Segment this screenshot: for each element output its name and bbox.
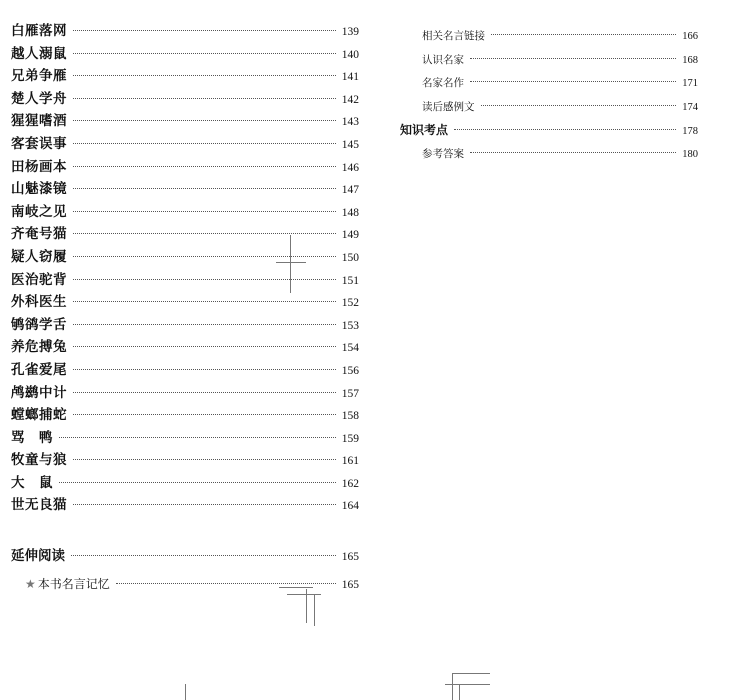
toc-subentry-page: 166 [682, 31, 698, 42]
toc-leader-dots [73, 459, 336, 460]
star-icon: ★ [25, 577, 36, 591]
toc-entry[interactable] [11, 472, 359, 495]
toc-leader-dots [73, 53, 336, 54]
toc-entry-page: 148 [341, 206, 359, 219]
crop-mark [290, 235, 291, 293]
toc-leader-dots [116, 583, 336, 584]
toc-entry-title: 山魅漆镜 [11, 181, 67, 198]
toc-subentry[interactable] [400, 49, 698, 73]
toc-section-page: 165 [341, 551, 359, 563]
toc-entry-title: 齐奄号猫 [11, 226, 67, 243]
crop-mark [185, 684, 186, 700]
toc-leader-dots [73, 166, 336, 167]
toc-entry-title: 养危搏兔 [11, 339, 67, 356]
crop-mark [459, 684, 460, 700]
toc-entry-title: 医治驼背 [11, 271, 67, 288]
toc-section-entry[interactable] [11, 542, 359, 570]
toc-entry-page: 149 [341, 229, 359, 242]
toc-leader-dots [73, 120, 336, 121]
toc-leader-dots [481, 105, 677, 106]
toc-entry-page: 152 [341, 297, 359, 310]
toc-entry-title: 孔雀爱尾 [11, 361, 67, 378]
crop-mark [306, 589, 307, 623]
toc-entry[interactable] [11, 314, 359, 337]
toc-entry-page: 141 [341, 71, 359, 84]
toc-leader-dots [73, 504, 336, 505]
toc-leader-dots [73, 369, 336, 370]
toc-leader-dots [73, 211, 336, 212]
toc-subentry-page: 180 [682, 148, 698, 160]
toc-entry-title: 猩猩嗜酒 [11, 113, 67, 130]
toc-subentry-title: 参考答案 [422, 147, 464, 160]
toc-entry-title: 田杨画本 [11, 158, 67, 175]
toc-entry-page: 151 [341, 274, 359, 287]
toc-entry[interactable] [11, 382, 359, 405]
toc-leader-dots [73, 301, 336, 302]
toc-left-column [11, 20, 359, 517]
toc-entry-page: 154 [341, 342, 359, 355]
toc-entry-page: 145 [341, 138, 359, 151]
toc-entry[interactable] [11, 359, 359, 382]
toc-leader-dots [59, 482, 336, 483]
toc-subentry-page: 174 [682, 101, 698, 113]
toc-entry-title: 楚人学舟 [11, 90, 67, 107]
toc-entry[interactable] [11, 494, 359, 517]
toc-leader-dots [470, 58, 676, 59]
toc-leader-dots [73, 414, 336, 415]
toc-entry-page: 140 [341, 48, 359, 61]
toc-entry[interactable] [11, 43, 359, 66]
toc-subentry-title: 相关名言链接 [422, 30, 485, 42]
toc-leader-dots [73, 188, 336, 189]
toc-subentry-title: 名家名作 [422, 77, 464, 89]
toc-section-entry[interactable] [400, 119, 698, 143]
toc-entry[interactable] [11, 291, 359, 314]
toc-subentry[interactable] [400, 96, 698, 120]
toc-leader-dots [71, 555, 336, 556]
toc-entry[interactable] [11, 20, 359, 43]
toc-section-title: 延伸阅读 [11, 548, 65, 564]
toc-leader-dots [73, 30, 336, 31]
toc-leader-dots [73, 256, 336, 257]
toc-subentry-title: 读后感例文 [422, 100, 475, 113]
toc-entry-title: 世无良猫 [11, 497, 67, 514]
toc-leader-dots [73, 233, 336, 234]
toc-entry[interactable] [11, 269, 359, 292]
crop-mark [314, 594, 315, 626]
toc-entry[interactable] [11, 246, 359, 269]
toc-leader-dots [73, 324, 336, 325]
toc-leader-dots [59, 437, 336, 438]
toc-entry-title: 鸬鹚中计 [11, 384, 67, 401]
crop-mark [452, 673, 453, 700]
toc-leader-dots [470, 81, 676, 82]
toc-leader-dots [491, 34, 676, 35]
toc-entry-page: 162 [341, 477, 359, 490]
toc-entry-page: 146 [341, 161, 359, 174]
toc-entry-page: 157 [341, 387, 359, 400]
toc-entry-page: 156 [341, 364, 359, 377]
toc-entry-title: 兄弟争雁 [11, 68, 67, 85]
toc-entry-title: 螳螂捕蛇 [11, 407, 67, 424]
toc-entry-title: 鸲鹆学舌 [11, 316, 67, 333]
toc-entry-title: 越人溺鼠 [11, 45, 67, 62]
toc-leader-dots [454, 129, 676, 130]
toc-leader-dots [73, 279, 336, 280]
toc-entry[interactable] [11, 201, 359, 224]
toc-entry[interactable] [11, 110, 359, 133]
toc-subentry-page: 165 [341, 579, 359, 591]
toc-entry[interactable] [11, 156, 359, 179]
toc-entry-page: 159 [341, 432, 359, 445]
crop-mark [452, 673, 490, 674]
toc-section-title: 知识考点 [400, 123, 449, 137]
toc-entry-title: 骂 鸭 [11, 429, 53, 446]
toc-subentry-title [11, 570, 110, 598]
toc-entry-page: 150 [341, 251, 359, 264]
toc-entry[interactable] [11, 178, 359, 201]
toc-entry[interactable] [11, 133, 359, 156]
toc-entry-title: 外科医生 [11, 294, 67, 311]
toc-entry[interactable] [11, 65, 359, 88]
toc-subentry[interactable] [400, 143, 698, 167]
toc-subentry-title: 认识名家 [422, 53, 464, 66]
toc-right-column [400, 25, 698, 166]
toc-entry-page: 143 [341, 116, 359, 129]
toc-entry-page: 158 [341, 410, 359, 423]
toc-entry[interactable] [11, 449, 359, 472]
toc-entry-title: 疑人窃履 [11, 248, 67, 265]
toc-entry-title: 客套误事 [11, 135, 67, 152]
toc-leader-dots [73, 143, 336, 144]
toc-entry[interactable] [11, 88, 359, 111]
toc-leader-dots [73, 392, 336, 393]
toc-entry-page: 153 [341, 319, 359, 332]
toc-entry-page: 139 [341, 26, 359, 38]
toc-subentry-page: 168 [682, 54, 698, 66]
toc-entry-title: 牧童与狼 [11, 452, 67, 469]
toc-entry-page: 164 [341, 500, 359, 513]
toc-leader-dots [470, 152, 676, 153]
crop-mark [276, 262, 306, 263]
toc-leader-dots [73, 346, 336, 347]
toc-section-page: 178 [682, 126, 698, 137]
toc-subentry-label: 本书名言记忆 [37, 577, 110, 591]
toc-entry-title: 大 鼠 [11, 474, 53, 491]
toc-subentry-page: 171 [682, 78, 698, 89]
toc-entry[interactable] [11, 336, 359, 359]
toc-entry-title: 南岐之见 [11, 203, 67, 220]
toc-entry[interactable] [11, 404, 359, 427]
crop-mark [287, 594, 321, 595]
toc-leader-dots [73, 75, 336, 76]
toc-leader-dots [73, 98, 336, 99]
toc-entry-page: 142 [341, 93, 359, 106]
toc-entry-page: 161 [341, 455, 359, 468]
toc-entry[interactable] [11, 223, 359, 246]
crop-mark [279, 587, 313, 588]
toc-entry-title: 白雁落网 [11, 23, 67, 39]
toc-subentry[interactable] [400, 72, 698, 96]
toc-entry[interactable] [11, 427, 359, 450]
toc-subentry[interactable] [400, 25, 698, 49]
toc-entry-page: 147 [341, 184, 359, 197]
